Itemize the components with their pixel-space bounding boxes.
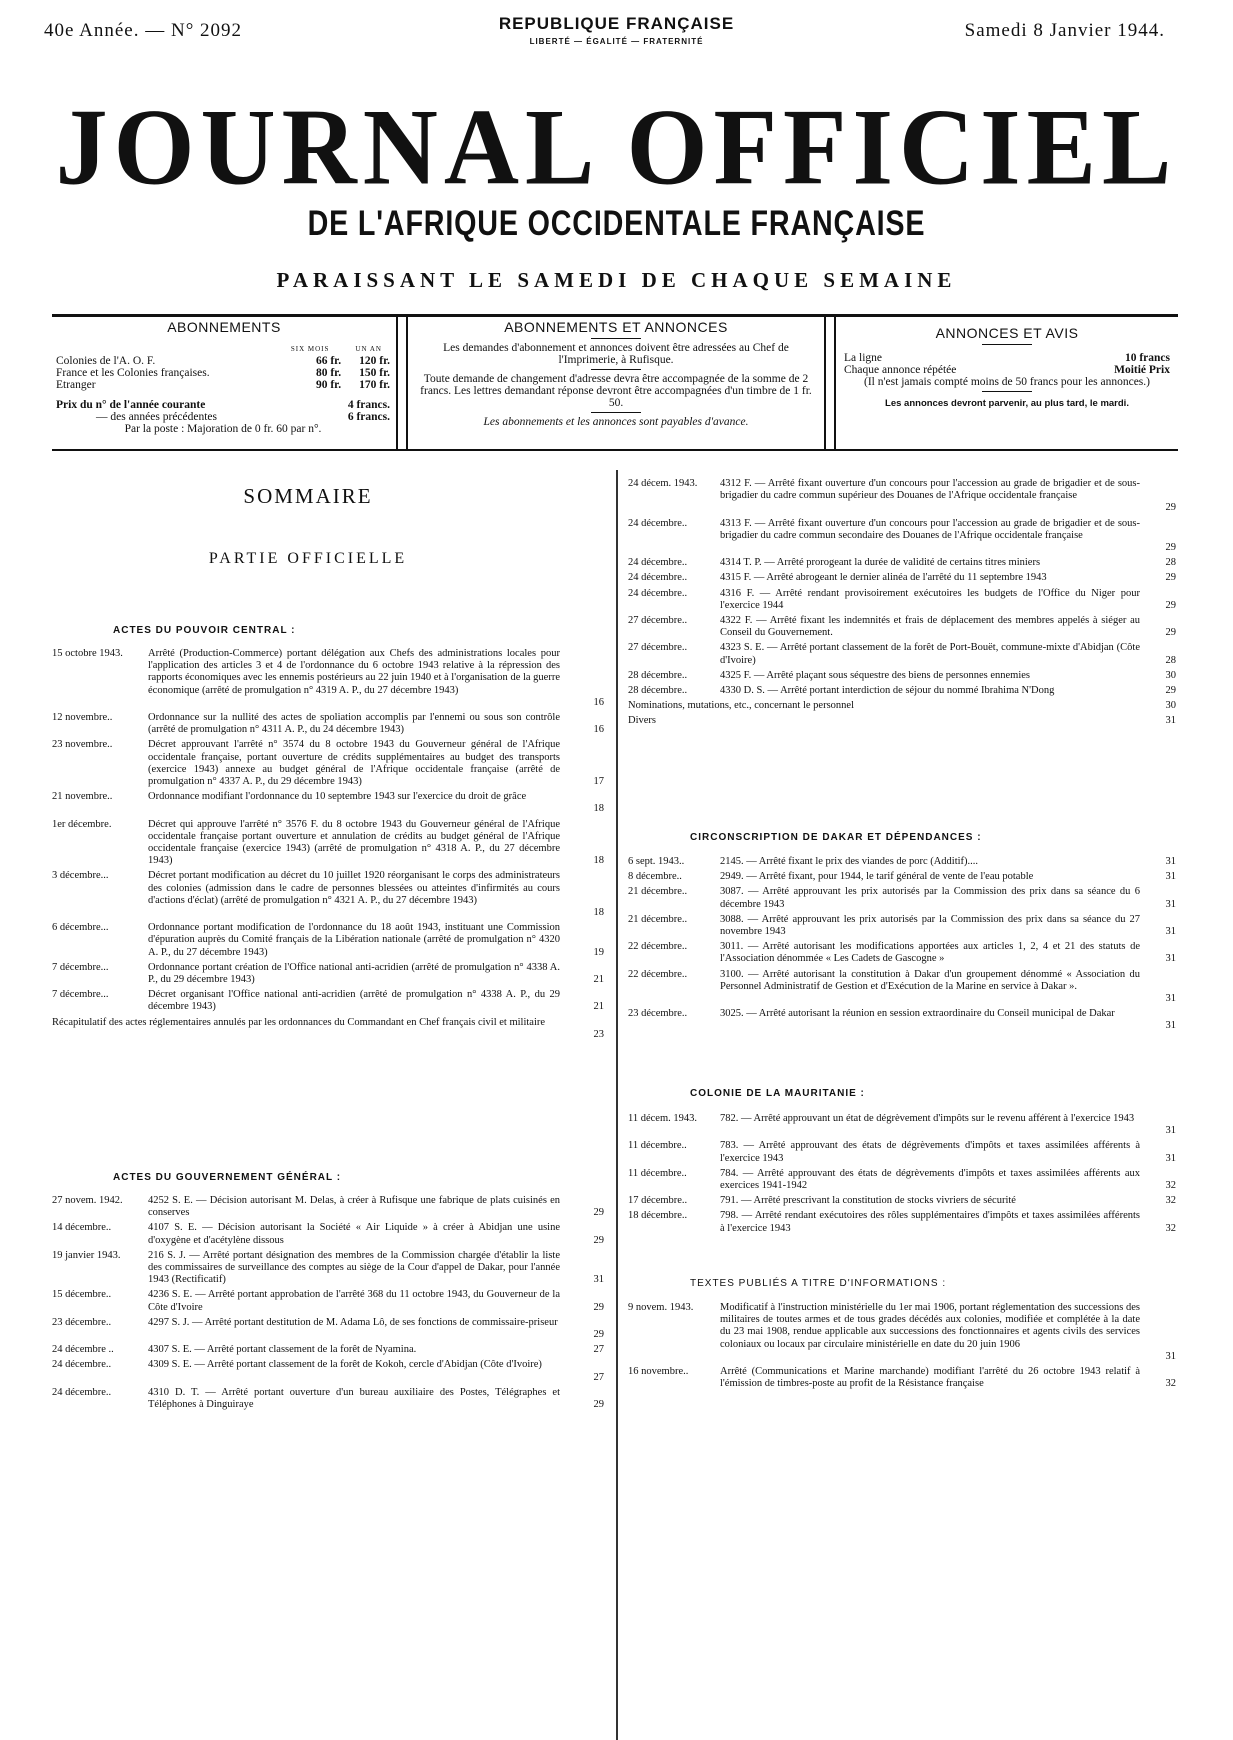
toc-entry-date: 11 décembre.. xyxy=(628,1140,687,1152)
toc-entry-date: 24 décembre.. xyxy=(628,572,688,584)
toc-entry-date: 11 décembre.. xyxy=(628,1167,687,1179)
toc-entry-page: 31 xyxy=(1165,925,1176,937)
toc-entry-page: 31 xyxy=(1165,871,1176,883)
toc-entry-page: 31 xyxy=(1165,953,1176,965)
col-six-mois: SIX MOIS xyxy=(290,345,330,353)
toc-entry-text: 798. — Arrêté rendant exécutoires des rôles supplémentaires d'impôts et taxes assimilées afférents à l'exercice 1943 xyxy=(720,1210,1140,1234)
toc-entry-page: 28 xyxy=(1165,557,1176,569)
issue-number: 40e Année. — N° 2092 xyxy=(44,20,243,41)
toc-entry-text: Divers xyxy=(628,715,656,727)
toc-entry-text: Décret portant modification au décret du 10 juillet 1920 réorganisant le corps des administrateurs des colonies (admission dans le cadre de personnes blessées ou atteintes d'infirmités au cours d'actions d'éclat) (arrêté de promulgation n° 4321 A. P., du 27 décembre 1943) xyxy=(148,870,560,906)
price-six-mois: 80 fr. xyxy=(315,367,342,379)
abonnements-heading: ABONNEMENTS xyxy=(167,319,281,335)
toc-entry-date: 14 décembre.. xyxy=(52,1222,112,1234)
divider xyxy=(591,369,641,370)
toc-entry-date: 22 décembre.. xyxy=(628,968,688,980)
price-six-mois: 90 fr. xyxy=(315,379,342,391)
toc-entry-page: 27 xyxy=(593,1371,604,1383)
journal-title: JOURNAL OFFICIEL xyxy=(55,87,1178,208)
poste-note: Par la poste : Majoration de 0 fr. 60 par n°. xyxy=(124,423,322,435)
toc-entry-date: 16 novembre.. xyxy=(628,1366,689,1377)
toc-entry-date: 27 décembre.. xyxy=(628,615,688,626)
abonnements-annonces-column xyxy=(406,317,826,449)
toc-entry-text: Décret approuvant l'arrêté n° 3574 du 8 octobre 1943 du Gouverneur général de l'Afrique occidentale française, portant ouverture de crédits supplémentaires au budget des transports (exercice 1943) annexe au budget général de l'Afrique occidentale française (arrêté de promulgation n° 4337 A. P., du 29 décembre 1943) xyxy=(148,739,560,787)
divider xyxy=(982,344,1032,345)
toc-list-gouvernement-general xyxy=(52,1195,604,1615)
toc-entry-page: 29 xyxy=(1165,572,1176,584)
toc-entry-text: 4307 S. E. — Arrêté portant classement de la forêt de Nyamina. xyxy=(148,1344,417,1356)
toc-entry-date: 23 décembre.. xyxy=(52,1316,112,1328)
abonnement-row xyxy=(56,367,390,379)
prix2-label: — des années précédentes xyxy=(96,411,218,423)
toc-entry-text: 4323 S. E. — Arrêté portant classement de la forêt de Port-Bouët, commune-mixte d'Abidjan (Côte d'Ivoire) xyxy=(720,642,1140,666)
annonces-delai: Les annonces devront parvenir, au plus tard, le mardi. xyxy=(885,398,1129,409)
prix2-value: 6 francs. xyxy=(347,411,390,423)
toc-entry-date: 15 décembre.. xyxy=(52,1289,112,1301)
parution-line: PARAISSANT LE SAMEDI DE CHAQUE SEMAINE xyxy=(276,268,957,292)
toc-entry-text: Récapitulatif des actes réglementaires annulés par les ordonnances du Commandant en Chef français civil et militaire xyxy=(52,1016,546,1028)
toc-entry-text: 4325 F. — Arrêté plaçant sous séquestre des biens de personnes ennemies xyxy=(720,669,1031,681)
toc-entry-text: 783. — Arrêté approuvant des états de dégrèvements d'impôts et taxes assimilées afférents à l'exercice 1943 xyxy=(720,1140,1140,1164)
toc-entry-date: 23 décembre.. xyxy=(628,1008,688,1020)
toc-entry-text: 216 S. J. — Arrêté portant désignation des membres de la Commission chargée d'établir la liste des commissaires de surveillance des comptes au siège de la Cour d'appel de Dakar, pour l'année 1943 (Rectificatif) xyxy=(148,1249,560,1286)
issue-date: Samedi 8 Janvier 1944. xyxy=(964,20,1165,41)
toc-entry-text: 782. — Arrêté approuvant un état de dégrèvement d'impôts sur le revenu afférent à l'exercice 1943 xyxy=(720,1113,1135,1124)
partie-officielle-title: PARTIE OFFICIELLE xyxy=(208,550,408,567)
sommaire-title: SOMMAIRE xyxy=(243,484,373,508)
toc-entry-text: 4322 F. — Arrêté fixant les indemnités et frais de déplacement des membres appelés à siéger au Conseil du Gouvernement. xyxy=(720,615,1140,639)
toc-entry-page: 31 xyxy=(1165,1152,1176,1164)
toc-entry-page: 31 xyxy=(1165,898,1176,910)
toc-entry-date: 27 décembre.. xyxy=(628,642,688,654)
toc-entry-date: 21 décembre.. xyxy=(628,886,688,898)
toc-entry-date: 6 décembre... xyxy=(52,922,109,934)
toc-entry-date: 28 décembre.. xyxy=(628,669,688,681)
toc-entry-date: 21 novembre.. xyxy=(52,791,113,803)
annonces-heading: ANNONCES ET AVIS xyxy=(935,325,1079,341)
toc-entry-text: 4297 S. J. — Arrêté portant destitution de M. Adama Lô, de ses fonctions de commissaire-priseur xyxy=(148,1316,558,1328)
toc-entry-text: Nominations, mutations, etc., concernant le personnel xyxy=(628,700,854,712)
abonnement-label: Etranger xyxy=(56,379,96,391)
divider xyxy=(591,338,641,339)
toc-entry-page: 29 xyxy=(593,1398,604,1410)
prix1-label: Prix du n° de l'année courante xyxy=(56,399,206,411)
toc-entry-page: 31 xyxy=(1165,1350,1176,1362)
toc-entry-page: 16 xyxy=(593,724,604,736)
toc-list-right-gouvernement xyxy=(628,478,1176,818)
toc-entry-text: 4107 S. E. — Décision autorisant la Société « Air Liquide » à créer à Abidjan une usine d'oxygène et d'acétylène dissous xyxy=(148,1222,560,1246)
subscription-box xyxy=(52,314,1178,451)
repetee-label: Chaque annonce répétée xyxy=(844,364,957,376)
toc-entry-date: 24 décembre.. xyxy=(52,1386,112,1398)
toc-entry-page: 31 xyxy=(1165,1020,1176,1032)
toc-entry-text: 784. — Arrêté approuvant des états de dégrèvements d'impôts et taxes assimilées afférents aux exercices 1941-1942 xyxy=(720,1167,1140,1191)
abonnement-prices xyxy=(316,355,390,367)
toc-entry-date: 1er décembre. xyxy=(52,818,112,830)
toc-entry-page: 16 xyxy=(593,696,604,708)
toc-entry-text: Arrêté (Communications et Marine marchande) modifiant l'arrêté du 26 octobre 1943 relatif à l'émission de timbres-poste au profit de la Résistance française xyxy=(720,1366,1140,1390)
abonnement-row xyxy=(56,379,390,391)
toc-entry-text: Modificatif à l'instruction ministérielle du 1er mai 1906, portant réglementation des successions des militaires de toutes armes et de tous grades décédés aux colonies, modifiée et complétée à la date du 23 mai 1908, rendue applicable aux successions des fonctionnaires et agents civils des services coloniaux ou locaux par circulaire ministérielle en date du 20 juin 1906 xyxy=(720,1302,1140,1350)
toc-entry-page: 27 xyxy=(593,1344,604,1356)
toc-entry-text: 2145. — Arrêté fixant le prix des viandes de porc (Additif).... xyxy=(720,856,979,867)
toc-entry-page: 32 xyxy=(1165,1222,1176,1234)
price-six-mois: 66 fr. xyxy=(315,355,342,367)
toc-entry-text: Ordonnance sur la nullité des actes de spoliation accomplis par l'ennemi ou sous son contrôle (arrêté de promulgation n° 4311 A. P., du 24 décembre 1943) xyxy=(148,712,560,736)
divider xyxy=(982,391,1032,392)
toc-list-mauritanie xyxy=(628,1113,1176,1263)
toc-entry-text: 4313 F. — Arrêté fixant ouverture d'un concours pour l'accession au grade de brigadier et de sous-brigadier du cadre commun secondaire des Douanes de l'Afrique occidentale française xyxy=(720,517,1140,541)
toc-entry-date: 15 octobre 1943. xyxy=(52,648,123,659)
toc-entry-page: 31 xyxy=(1165,856,1176,867)
toc-entry-page: 23 xyxy=(593,1028,604,1040)
toc-entry-page: 29 xyxy=(593,1301,604,1313)
abonnement-label: Colonies de l'A. O. F. xyxy=(56,355,156,367)
abonnement-label: France et les Colonies françaises. xyxy=(56,367,210,379)
ab-annonces-heading: ABONNEMENTS ET ANNONCES xyxy=(504,319,728,335)
toc-entry-page: 29 xyxy=(593,1234,604,1246)
section-textes-informations: TEXTES PUBLIÉS A TITRE D'INFORMATIONS : xyxy=(690,1278,947,1289)
toc-entry-date: 7 décembre... xyxy=(52,989,109,1001)
toc-entry-date: 24 décembre .. xyxy=(52,1344,114,1356)
toc-entry-date: 9 novem. 1943. xyxy=(628,1302,694,1313)
toc-entry-text: 3025. — Arrêté autorisant la réunion en session extraordinaire du Conseil municipal de Dakar xyxy=(720,1008,1115,1020)
toc-entry-page: 32 xyxy=(1165,1179,1176,1191)
price-un-an: 150 fr. xyxy=(359,367,390,379)
toc-entry-page: 18 xyxy=(593,906,604,918)
toc-entry-page: 28 xyxy=(1165,654,1176,666)
price-un-an: 170 fr. xyxy=(359,379,390,391)
toc-entry-page: 21 xyxy=(593,1001,604,1013)
col-un-an: UN AN xyxy=(355,345,382,353)
toc-entry-text: 4315 F. — Arrêté abrogeant le dernier alinéa de l'arrêté du 11 septembre 1943 xyxy=(720,572,1047,584)
ab-annonces-p1: Les demandes d'abonnement et annonces doivent être adressées au Chef de l'Imprimerie, à Rufisque. xyxy=(443,342,789,366)
section-mauritanie: COLONIE DE LA MAURITANIE : xyxy=(690,1088,865,1099)
toc-entry-page: 32 xyxy=(1165,1378,1176,1390)
section-dakar: CIRCONSCRIPTION DE DAKAR ET DÉPENDANCES : xyxy=(690,832,982,843)
abonnements-column xyxy=(52,317,398,449)
toc-entry-text: Décret organisant l'Office national anti-acridien (arrêté de promulgation n° 4338 A. P., du 29 décembre 1943) xyxy=(148,989,560,1013)
toc-entry-text: 4236 S. E. — Arrêté portant approbation de l'arrêté 368 du 11 octobre 1943, du Gouverneur de la Côte d'Ivoire xyxy=(148,1289,560,1313)
toc-entry-date: 3 décembre... xyxy=(52,870,109,882)
toc-entry-date: 24 décembre.. xyxy=(628,557,688,569)
toc-entry-text: Décret qui approuve l'arrêté n° 3576 F. du 8 octobre 1943 du Gouverneur général de l'Afrique occidentale française portant ouverture et annulation de crédits au budget général de l'Afrique occidentale française (exercice 1943) (arrêté de promulgation n° 4318 A. P., du 27 décembre 1943) xyxy=(148,818,560,867)
repetee-value: Moitié Prix xyxy=(1114,364,1170,376)
toc-entry-page: 32 xyxy=(1165,1195,1176,1207)
journal-subtitle: DE L'AFRIQUE OCCIDENTALE FRANÇAISE xyxy=(307,204,926,243)
toc-list-dakar xyxy=(628,856,1176,1076)
toc-entry-date: 7 décembre... xyxy=(52,961,109,973)
toc-entry-text: 791. — Arrêté prescrivant la constitution de stocks vivriers de sécurité xyxy=(720,1195,1016,1207)
toc-entry-page: 18 xyxy=(593,855,604,867)
price-un-an: 120 fr. xyxy=(359,355,390,367)
toc-entry-page: 19 xyxy=(593,946,604,958)
toc-entry-text: 4252 S. E. — Décision autorisant M. Delas, à créer à Rufisque une fabrique de plats cuisinés en conserves xyxy=(148,1195,560,1219)
divider xyxy=(591,412,641,413)
toc-entry-page: 30 xyxy=(1165,669,1176,681)
toc-entry-text: Ordonnance modifiant l'ordonnance du 10 septembre 1943 sur l'exercice du droit de grâce xyxy=(148,791,527,803)
toc-entry-text: Ordonnance portant modification de l'ordonnance du 18 août 1943, instituant une Commission d'épuration auprès du Comité français de la Libération nationale (arrêté de promulgation n° 4320 A. P., du 27 décembre 1943) xyxy=(148,922,560,958)
toc-entry-text: 4316 F. — Arrêté rendant provisoirement exécutoires les budgets de l'Office du Niger pour l'exercice 1944 xyxy=(720,587,1140,611)
toc-entry-date: 24 décembre.. xyxy=(628,517,688,529)
toc-entry-date: 24 décembre.. xyxy=(52,1359,112,1371)
toc-entry-date: 24 décembre.. xyxy=(628,587,688,599)
toc-entry-date: 27 novem. 1942. xyxy=(52,1195,123,1206)
ligne-value: 10 francs xyxy=(1124,352,1170,364)
toc-entry-date: 6 sept. 1943.. xyxy=(628,856,685,867)
toc-list-informations xyxy=(628,1302,1176,1452)
toc-entry-text: 4314 T. P. — Arrêté prorogeant la durée de validité de certains titres miniers xyxy=(720,557,1041,569)
ligne-label: La ligne xyxy=(844,352,882,364)
ab-annonces-p2: Toute demande de changement d'adresse devra être accompagnée de la somme de 2 francs. Les lettres demandant réponse devront être accompagnées d'un timbre de 1 fr. 50. xyxy=(420,373,812,409)
abonnement-prices xyxy=(316,367,390,379)
toc-entry-page: 29 xyxy=(1165,599,1176,611)
toc-entry-page: 31 xyxy=(1165,1125,1176,1137)
annonces-note: (Il n'est jamais compté moins de 50 francs pour les annonces.) xyxy=(864,376,1150,388)
toc-entry-page: 29 xyxy=(1165,502,1176,514)
toc-entry-page: 17 xyxy=(593,775,604,787)
toc-entry-text: 4312 F. — Arrêté fixant ouverture d'un concours pour l'accession au grade de brigadier et de sous-brigadier du cadre commun supérieur des Douanes de l'Afrique occidentale française xyxy=(720,478,1140,502)
toc-entry-text: Arrêté (Production-Commerce) portant délégation aux Chefs des administrations locales pour l'application des articles 3 et 4 de l'ordonnance du 6 octobre 1943 relative à la répression des rapports économiques avec les ennemis postérieurs au 22 juin 1940 et à l'organisation de la guerre économique (arrêté de promulgation n° 4319 A. P., du 27 décembre 1943) xyxy=(148,648,560,696)
toc-entry-page: 29 xyxy=(1165,627,1176,639)
toc-list-pouvoir-central xyxy=(52,648,604,1148)
toc-entry-date: 28 décembre.. xyxy=(628,685,688,696)
devise-label: LIBERTÉ — ÉGALITÉ — FRATERNITÉ xyxy=(529,37,704,46)
toc-entry-date: 17 décembre.. xyxy=(628,1195,688,1207)
toc-entry-text: Ordonnance portant création de l'Office national anti-acridien (arrêté de promulgation n° 4338 A. P., du 29 décembre 1943) xyxy=(148,961,560,985)
toc-entry-date: 18 décembre.. xyxy=(628,1210,688,1222)
column-divider xyxy=(616,470,618,1740)
toc-entry-text: 3088. — Arrêté approuvant les prix autorisés par la Commission des prix dans sa séance du 27 novembre 1943 xyxy=(720,913,1140,937)
toc-entry-page: 31 xyxy=(1165,992,1176,1004)
prix1-value: 4 francs. xyxy=(347,399,390,411)
toc-entry-text: 3087. — Arrêté approuvant les prix autorisés par la Commission des prix dans sa séance du 6 décembre 1943 xyxy=(720,886,1140,910)
toc-entry-text: 3011. — Arrêté autorisant les modifications apportées aux articles 1, 2, 4 et 21 des statuts de l'Association dénommée « Les Cadets de Gascogne » xyxy=(720,941,1140,965)
toc-entry-date: 19 janvier 1943. xyxy=(52,1249,121,1261)
republique-label: REPUBLIQUE FRANÇAISE xyxy=(498,14,735,33)
toc-entry-page: 18 xyxy=(593,803,604,815)
toc-entry-page: 29 xyxy=(1165,685,1176,696)
toc-entry-text: 4310 D. T. — Arrêté portant ouverture d'un bureau auxiliaire des Postes, Télégraphes et Téléphones à Dinguiraye xyxy=(148,1386,560,1410)
toc-entry-page: 29 xyxy=(593,1207,604,1219)
toc-entry-text: 3100. — Arrêté autorisant la constitution à Dakar d'un groupement dénommé « Association du Personnel Administratif de Gestion et d'Exécution de la Marine en service à Dakar ». xyxy=(720,968,1140,992)
toc-entry-text: 4330 D. S. — Arrêté portant interdiction de séjour du nommé Ibrahima N'Dong xyxy=(720,685,1055,696)
section-pouvoir-central: ACTES DU POUVOIR CENTRAL : xyxy=(113,625,296,636)
abonnement-prices xyxy=(316,379,390,391)
abonnement-row xyxy=(56,355,390,367)
toc-entry-date: 24 décem. 1943. xyxy=(628,478,698,489)
toc-entry-date: 23 novembre.. xyxy=(52,739,113,751)
toc-entry-page: 29 xyxy=(1165,541,1176,553)
toc-entry-date: 8 décembre.. xyxy=(628,871,682,883)
toc-entry-page: 30 xyxy=(1165,700,1176,712)
annonces-avis-column xyxy=(834,317,1178,449)
toc-entry-page: 31 xyxy=(1165,715,1176,727)
toc-entry-page: 29 xyxy=(593,1328,604,1340)
toc-entry-date: 11 décem. 1943. xyxy=(628,1113,698,1124)
toc-entry-date: 12 novembre.. xyxy=(52,712,113,723)
toc-entry-page: 21 xyxy=(593,973,604,985)
toc-entry-date: 21 décembre.. xyxy=(628,913,688,925)
abonnements-rows xyxy=(56,355,390,391)
ab-annonces-p3: Les abonnements et les annonces sont payables d'avance. xyxy=(483,416,749,428)
toc-entry-text: 4309 S. E. — Arrêté portant classement de la forêt de Kokoh, cercle d'Abidjan (Côte d'Ivoire) xyxy=(148,1359,542,1371)
toc-entry-text: 2949. — Arrêté fixant, pour 1944, le tarif général de vente de l'eau potable xyxy=(720,871,1034,883)
section-gouvernement-general: ACTES DU GOUVERNEMENT GÉNÉRAL : xyxy=(113,1172,342,1183)
toc-entry-page: 31 xyxy=(593,1274,604,1286)
toc-entry-date: 22 décembre.. xyxy=(628,941,688,953)
